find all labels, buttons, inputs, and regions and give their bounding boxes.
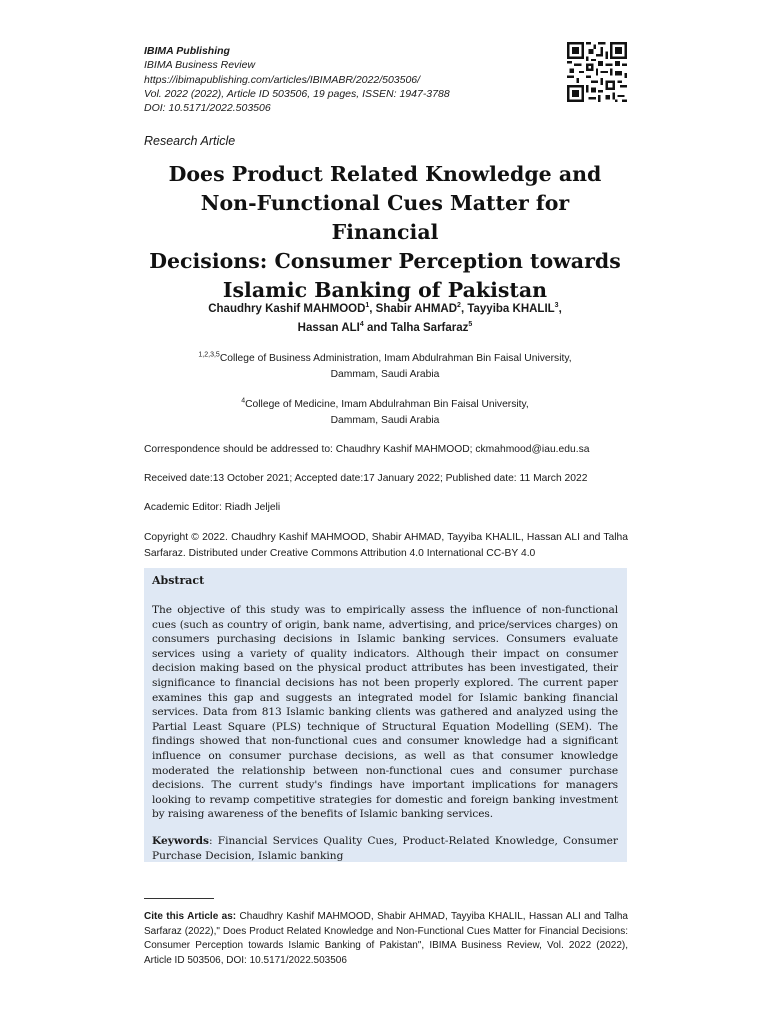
author-sup: 4 xyxy=(359,321,364,329)
author-separator: , xyxy=(558,303,562,315)
author-sup: 1 xyxy=(365,302,370,310)
title-line: Does Product Related Knowledge and xyxy=(168,162,602,186)
keywords-label: Keywords xyxy=(152,834,210,847)
affiliation-text: College of Business Administration, Imam Abdulrahman Bin Faisal University, xyxy=(219,353,572,364)
author-name: , Tayyiba KHALIL xyxy=(460,303,555,315)
author-name: , Shabir AHMAD xyxy=(369,303,458,315)
article-url[interactable]: https://ibimapublishing.com/articles/IBIMABR/2022/503506/ xyxy=(144,73,421,86)
article-type: Research Article xyxy=(144,134,236,148)
publisher-name: IBIMA Publishing xyxy=(144,45,230,57)
title-line: Islamic Banking of Pakistan xyxy=(222,278,548,302)
author-name: and Talha Sarfaraz xyxy=(363,322,469,334)
citation xyxy=(144,910,628,968)
affiliation xyxy=(144,397,626,428)
affiliation-location: Dammam, Saudi Arabia xyxy=(330,414,440,426)
title-line: Non-Functional Cues Matter for Financial xyxy=(200,191,570,244)
author-sup: 5 xyxy=(468,321,473,329)
academic-editor: Academic Editor: Riadh Jeljeli xyxy=(144,502,281,513)
keywords-list: : Financial Services Quality Cues, Product-Related Knowledge, Consumer Purchase Decision, Islamic banking xyxy=(152,834,618,862)
correspondence: Correspondence should be addressed to: Chaudhry Kashif MAHMOOD; ckmahmood@iau.edu.sa xyxy=(144,444,590,455)
citation-label: Cite this Article as: xyxy=(144,911,237,922)
author-name: Chaudhry Kashif MAHMOOD xyxy=(208,303,366,315)
affiliation-text: College of Medicine, Imam Abdulrahman Bin Faisal University, xyxy=(245,399,529,410)
affiliation-sup: 1,2,3,5 xyxy=(198,351,220,359)
abstract-box xyxy=(144,568,627,862)
abstract-text: The objective of this study was to empirically assess the influence of non-functional cues (such as country of origin, bank name, advertising, and price/services charges) on consumers purchasing decisions in Islamic banking services. Consumers evaluate services using a variety of quality indicators. Although their impact on consumer decision making based on the physical product attributes has been investigated, their significance to financial decisions has not been properly explored. The current paper examines this gap and suggests an integrated model for Islamic banking financial services. Data from 813 Islamic banking clients was gathered and analyzed using the Partial Least Square (PLS) technique of Structural Equation Modelling (SEM). The findings showed that non-functional cues and consumer knowledge had a significant influence on consumer purchase decisions, as well as that consumer knowledge moderated the relationship between non-functional cues and consumer purchase decisions. The current study's findings have important implications for managers looking to revamp competitive strategies for domestic and foreign banking investment by raising awareness of the benefits of Islamic banking services. xyxy=(152,604,618,821)
affiliation xyxy=(144,351,626,382)
article-dates: Received date:13 October 2021; Accepted date:17 January 2022; Published date: 11 March 2022 xyxy=(144,473,588,484)
author-sup: 3 xyxy=(554,302,559,310)
keywords xyxy=(152,834,618,863)
author-line xyxy=(144,319,626,338)
affiliation-line xyxy=(144,351,626,367)
citation-text: Chaudhry Kashif MAHMOOD, Shabir AHMAD, Tayyiba KHALIL, Hassan ALI and Talha Sarfaraz (2022)," Does Product Related Knowledge and Non-Functional Cues Matter for Financial Decisions: Consumer Perception towards Islamic Banking of Pakistan", IBIMA Business Review, Vol. 2022 (2022), Article ID 503506, DOI: 10.5171/2022.503506 xyxy=(144,911,628,966)
author-name: Hassan ALI xyxy=(297,322,360,334)
affiliation-sup: 4 xyxy=(241,397,246,405)
paper-title xyxy=(144,160,626,305)
journal-name: IBIMA Business Review xyxy=(144,59,256,72)
footnote-divider xyxy=(144,898,214,899)
abstract-heading: Abstract xyxy=(152,574,205,587)
copyright-notice: Copyright © 2022. Chaudhry Kashif MAHMOOD, Shabir AHMAD, Tayyiba KHALIL, Hassan ALI and Talha Sarfaraz. Distributed under Creative Commons Attribution 4.0 International CC-BY 4.0 xyxy=(144,532,628,559)
affiliation-location: Dammam, Saudi Arabia xyxy=(330,368,440,380)
author-sup: 2 xyxy=(457,302,461,310)
title-line: Decisions: Consumer Perception towards xyxy=(149,249,621,273)
journal-header xyxy=(144,44,450,115)
volume-info: Vol. 2022 (2022), Article ID 503506, 19 pages, ISSEN: 1947-3788 xyxy=(144,87,450,100)
affiliation-line xyxy=(144,397,626,413)
qr-code-icon xyxy=(567,42,627,102)
author-list xyxy=(144,300,626,338)
author-line xyxy=(144,300,626,319)
article-doi: DOI: 10.5171/2022.503506 xyxy=(144,102,271,115)
